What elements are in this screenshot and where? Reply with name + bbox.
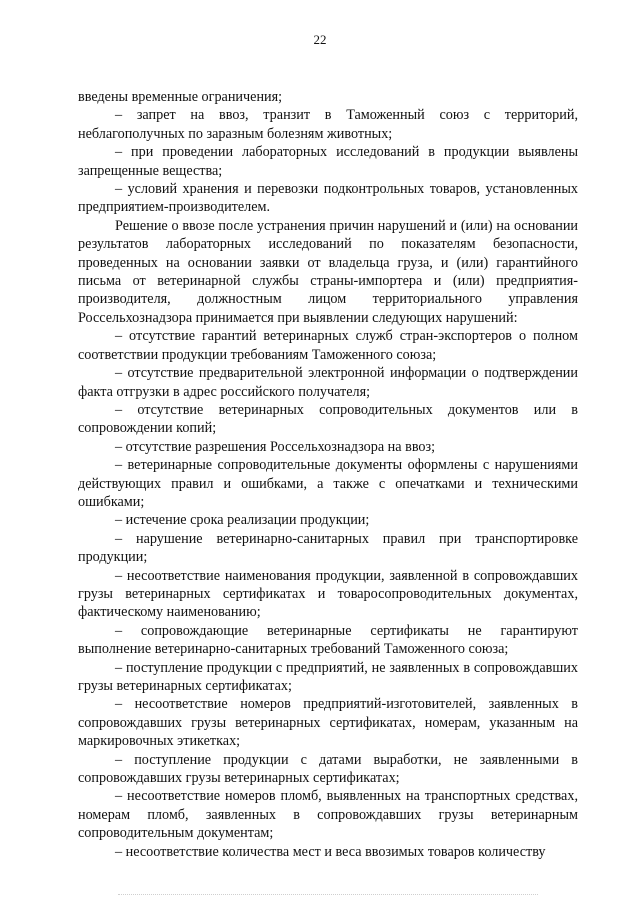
list-item: – несоответствие номеров предприятий-изготовителей, заявленных в сопровождавших грузы ветеринарных сертификатах, номерам, указанным на маркировочных этикетках;	[78, 696, 578, 750]
list-item: – истечение срока реализации продукции;	[115, 512, 370, 529]
page-number: 22	[313, 32, 327, 47]
list-item: – несоответствие наименования продукции, заявленной в сопровождавших грузы ветеринарных сертификатах и товаросопроводительных документах, фактическому наименованию;	[78, 567, 578, 621]
list-item: – нарушение ветеринарно-санитарных правил при транспортировке продукции;	[78, 530, 578, 566]
list-item: – поступление продукции с датами выработки, не заявленными в сопровождавших грузы ветеринарных сертификатах;	[78, 751, 578, 787]
list-item: – отсутствие гарантий ветеринарных служб стран-экспортеров о полном соответствии продукции требованиям Таможенного союза;	[78, 328, 578, 363]
list-item: – отсутствие разрешения Россельхознадзора на ввоз;	[115, 438, 436, 455]
scan-edge-divider	[118, 894, 538, 895]
list-item: – сопровождающие ветеринарные сертификаты не гарантируют выполнение ветеринарно-санитарных требований Таможенного союза;	[78, 622, 578, 658]
paragraph: Решение о ввозе после устранения причин нарушений и (или) на основании результатов лабораторных исследований по показателям безопасности, проведенных на основании заявки от владельца груза, и (или) гарантийного письма от ветеринарной службы страны-импортера и (или) предприятия-производителя, должностным лицом территориального управления Россельхознадзора принимается при выявлении следующих нарушений:	[78, 217, 578, 326]
paragraph: введены временные ограничения;	[78, 89, 283, 105]
list-item: – условий хранения и перевозки подконтрольных товаров, установленных предприятием-производителем.	[78, 181, 578, 216]
list-item: – запрет на ввоз, транзит в Таможенный союз с территорий, неблагополучных по заразным болезням животных;	[78, 107, 578, 142]
list-item: – при проведении лабораторных исследований в продукции выявлены запрещенные вещества;	[78, 144, 578, 179]
list-item: – несоответствие номеров пломб, выявленных на транспортных средствах, номерам пломб, заявленных в сопровождавших грузы ветеринарным сопроводительным документам;	[78, 788, 578, 842]
list-item: – отсутствие ветеринарных сопроводительных документов или в сопровождении копий;	[78, 401, 578, 437]
list-item: – поступление продукции с предприятий, не заявленных в сопровождавших грузы ветеринарных сертификатах;	[78, 659, 578, 694]
list-item: – отсутствие предварительной электронной информации о подтверждении факта отгрузки в адрес российского получателя;	[78, 365, 578, 400]
list-item: – несоответствие количества мест и веса ввозимых товаров количеству	[115, 843, 546, 860]
list-item: – ветеринарные сопроводительные документы оформлены с нарушениями действующих правил и ошибками, а также с опечатками и техническими ошибками;	[78, 457, 578, 510]
document-body	[78, 88, 578, 861]
